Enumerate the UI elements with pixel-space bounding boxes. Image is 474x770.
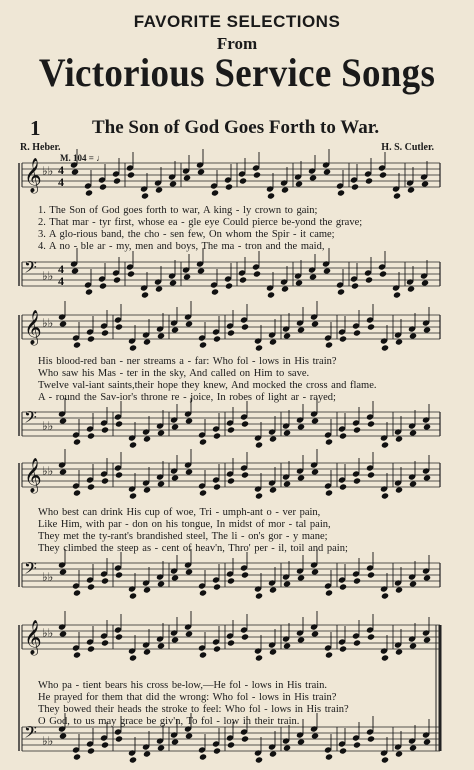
note-head <box>367 420 375 427</box>
note-head <box>409 332 417 339</box>
note-head <box>85 189 93 196</box>
lyric-line: They bowed their heads the stroke to feel: Who fol - lows in His train? <box>38 704 349 715</box>
note-head <box>143 486 151 493</box>
flat-icon: ♭♭ <box>42 419 54 433</box>
note-head <box>365 276 373 283</box>
bass-clef-icon: 𝄢 <box>24 407 37 431</box>
note-head <box>101 577 109 584</box>
note-head <box>129 756 137 763</box>
note-head <box>129 654 137 661</box>
note-head <box>255 592 263 599</box>
note-head <box>211 189 219 196</box>
note-head <box>393 291 401 298</box>
note-head <box>297 636 305 643</box>
note-head <box>211 288 219 295</box>
note-head <box>323 267 331 274</box>
treble-clef-icon: 𝄞 <box>24 620 42 655</box>
note-head <box>241 633 249 640</box>
note-head <box>311 417 319 424</box>
note-head <box>71 168 79 175</box>
note-head <box>269 586 277 593</box>
note-head <box>213 645 221 652</box>
note-head <box>115 571 123 578</box>
note-head <box>253 270 261 277</box>
note-head <box>87 747 95 754</box>
note-head <box>407 285 415 292</box>
treble-clef-icon: 𝄞 <box>24 458 42 493</box>
note-head <box>143 586 151 593</box>
lyrics-system-4 <box>38 680 438 728</box>
note-head <box>325 589 333 596</box>
note-head <box>199 651 207 658</box>
note-head <box>59 568 67 575</box>
note-head <box>87 583 95 590</box>
note-head <box>367 571 375 578</box>
note-head <box>73 341 81 348</box>
note-head <box>143 750 151 757</box>
note-head <box>199 438 207 445</box>
time-signature: 4 <box>58 163 64 177</box>
note-head <box>337 189 345 196</box>
note-head <box>101 329 109 336</box>
note-head <box>367 323 375 330</box>
note-head <box>227 741 235 748</box>
note-head <box>115 735 123 742</box>
note-head <box>239 177 247 184</box>
flat-icon: ♭♭ <box>42 269 54 283</box>
note-head <box>143 648 151 655</box>
note-head <box>297 326 305 333</box>
note-head <box>227 477 235 484</box>
treble-clef-icon: 𝄞 <box>24 158 42 193</box>
note-head <box>325 651 333 658</box>
note-head <box>171 423 179 430</box>
note-head <box>99 183 107 190</box>
note-head <box>171 574 179 581</box>
flat-icon: ♭♭ <box>42 626 54 640</box>
note-head <box>283 580 291 587</box>
note-head <box>297 423 305 430</box>
note-head <box>311 630 319 637</box>
note-head <box>267 192 275 199</box>
note-head <box>227 577 235 584</box>
note-head <box>129 492 137 499</box>
note-head <box>423 474 431 481</box>
note-head <box>311 468 319 475</box>
note-head <box>311 568 319 575</box>
lyric-line: 4. A no - ble ar - my, men and boys, The ma - tron and the maid, <box>38 241 325 252</box>
note-head <box>101 426 109 433</box>
note-head <box>99 282 107 289</box>
lyric-line: Who best can drink His cup of woe, Tri - umph-ant o - ver pain, <box>38 507 321 518</box>
note-head <box>73 753 81 760</box>
note-head <box>157 744 165 751</box>
note-head <box>255 492 263 499</box>
note-head <box>409 744 417 751</box>
note-head <box>227 426 235 433</box>
note-head <box>227 639 235 646</box>
note-head <box>407 186 415 193</box>
note-head <box>381 756 389 763</box>
note-head <box>423 326 431 333</box>
lyrics-system-3 <box>38 507 438 555</box>
lyric-line: They climbed the steep as - cent of heav'n, Thro' per - il, toil and pain; <box>38 543 348 554</box>
note-head <box>351 183 359 190</box>
tempo-marking: M. 104 = ♩ <box>60 153 106 163</box>
note-head <box>295 279 303 286</box>
time-signature: 4 <box>58 274 64 288</box>
note-head <box>351 282 359 289</box>
note-head <box>421 180 429 187</box>
note-head <box>283 429 291 436</box>
bass-clef-icon: 𝄢 <box>24 722 37 746</box>
lyric-line: 1. The Son of God goes forth to war, A king - ly crown to gain; <box>38 205 318 216</box>
note-head <box>199 589 207 596</box>
note-head <box>269 648 277 655</box>
note-head <box>73 589 81 596</box>
book-title: Victorious Service Songs <box>38 50 436 96</box>
note-head <box>141 192 149 199</box>
note-head <box>337 288 345 295</box>
note-head <box>87 432 95 439</box>
note-head <box>309 273 317 280</box>
note-head <box>283 332 291 339</box>
note-head <box>199 753 207 760</box>
note-head <box>185 417 193 424</box>
from-label: From <box>216 34 258 53</box>
note-head <box>339 747 347 754</box>
note-head <box>225 282 233 289</box>
time-signature: 4 <box>58 262 64 276</box>
note-head <box>129 344 137 351</box>
note-head <box>409 580 417 587</box>
note-head <box>311 732 319 739</box>
time-signature: 4 <box>58 175 64 189</box>
flat-icon: ♭♭ <box>42 570 54 584</box>
note-head <box>213 483 221 490</box>
note-head <box>267 291 275 298</box>
note-head <box>73 489 81 496</box>
note-head <box>127 270 135 277</box>
note-head <box>269 750 277 757</box>
note-head <box>143 435 151 442</box>
note-head <box>185 568 193 575</box>
bass-clef-icon: 𝄢 <box>24 257 37 281</box>
note-head <box>59 320 67 327</box>
note-head <box>101 741 109 748</box>
note-head <box>255 756 263 763</box>
note-head <box>395 586 403 593</box>
hymn-number: 1 <box>30 116 41 140</box>
note-head <box>381 654 389 661</box>
note-head <box>213 335 221 342</box>
note-head <box>73 651 81 658</box>
note-head <box>323 168 331 175</box>
note-head <box>101 477 109 484</box>
note-head <box>171 636 179 643</box>
note-head <box>421 279 429 286</box>
note-head <box>339 335 347 342</box>
note-head <box>395 435 403 442</box>
note-head <box>155 186 163 193</box>
note-head <box>241 571 249 578</box>
note-head <box>325 341 333 348</box>
note-head <box>197 267 205 274</box>
note-head <box>129 441 137 448</box>
note-head <box>269 486 277 493</box>
collection-heading: FAVORITE SELECTIONS <box>133 12 341 31</box>
note-head <box>59 630 67 637</box>
note-head <box>113 276 121 283</box>
note-head <box>129 592 137 599</box>
flat-icon: ♭♭ <box>42 316 54 330</box>
note-head <box>365 177 373 184</box>
note-head <box>213 432 221 439</box>
bass-clef-icon: 𝄢 <box>24 558 37 582</box>
lyric-line: His blood-red ban - ner streams a - far: Who fol - lows in His train? <box>38 356 337 367</box>
note-head <box>171 326 179 333</box>
note-head <box>367 735 375 742</box>
note-head <box>171 738 179 745</box>
lyric-line: Who saw his Mas - ter in the sky, And called on Him to save. <box>38 368 310 379</box>
note-head <box>169 279 177 286</box>
note-head <box>197 168 205 175</box>
note-head <box>353 741 361 748</box>
note-head <box>281 285 289 292</box>
note-head <box>325 438 333 445</box>
note-head <box>199 489 207 496</box>
note-head <box>87 483 95 490</box>
note-head <box>157 580 165 587</box>
note-head <box>395 486 403 493</box>
note-head <box>283 642 291 649</box>
note-head <box>353 577 361 584</box>
note-head <box>185 630 193 637</box>
note-head <box>353 639 361 646</box>
lyric-line: A - round the Sav-ior's throne re - joice, In robes of light ar - rayed; <box>38 392 336 403</box>
lyrics-system-1 <box>38 205 438 253</box>
hymn-author: R. Heber. <box>20 142 61 153</box>
note-head <box>379 270 387 277</box>
note-head <box>423 423 431 430</box>
note-head <box>71 267 79 274</box>
note-head <box>253 171 261 178</box>
note-head <box>143 338 151 345</box>
note-head <box>269 435 277 442</box>
note-head <box>311 320 319 327</box>
note-head <box>127 171 135 178</box>
flat-icon: ♭♭ <box>42 464 54 478</box>
note-head <box>255 441 263 448</box>
note-head <box>353 477 361 484</box>
note-head <box>85 288 93 295</box>
note-head <box>59 417 67 424</box>
note-head <box>241 735 249 742</box>
note-head <box>325 489 333 496</box>
hymn-title: The Son of God Goes Forth to War. <box>92 117 380 138</box>
note-head <box>381 441 389 448</box>
note-head <box>353 329 361 336</box>
note-head <box>379 171 387 178</box>
note-head <box>297 574 305 581</box>
note-head <box>297 474 305 481</box>
flat-icon: ♭♭ <box>42 734 54 748</box>
note-head <box>255 344 263 351</box>
note-head <box>113 177 121 184</box>
note-head <box>325 753 333 760</box>
note-head <box>199 341 207 348</box>
note-head <box>157 332 165 339</box>
note-head <box>155 285 163 292</box>
lyric-line: Like Him, with par - don on his tongue, In midst of mor - tal pain, <box>38 519 331 530</box>
note-head <box>157 429 165 436</box>
note-head <box>185 320 193 327</box>
note-head <box>339 432 347 439</box>
note-head <box>213 747 221 754</box>
note-head <box>101 639 109 646</box>
note-head <box>241 323 249 330</box>
note-head <box>395 750 403 757</box>
note-head <box>183 273 191 280</box>
note-head <box>255 654 263 661</box>
lyric-line: Who pa - tient bears his cross be-low,—He fol - lows in His train. <box>38 680 328 691</box>
note-head <box>239 276 247 283</box>
note-head <box>115 471 123 478</box>
note-head <box>309 174 317 181</box>
note-head <box>213 583 221 590</box>
note-head <box>185 468 193 475</box>
note-head <box>183 174 191 181</box>
hymn-composer: H. S. Cutler. <box>381 142 434 153</box>
note-head <box>367 471 375 478</box>
note-head <box>169 180 177 187</box>
lyric-line: 3. A glo-rious band, the cho - sen few, On whom the Spir - it came; <box>38 229 335 240</box>
note-head <box>73 438 81 445</box>
note-head <box>423 574 431 581</box>
note-head <box>115 323 123 330</box>
note-head <box>423 636 431 643</box>
note-head <box>241 420 249 427</box>
note-head <box>171 474 179 481</box>
note-head <box>283 744 291 751</box>
note-head <box>367 633 375 640</box>
note-head <box>185 732 193 739</box>
note-head <box>395 648 403 655</box>
note-head <box>381 492 389 499</box>
lyric-line: He prayed for them that did the wrong: Who fol - lows in His train? <box>38 692 337 703</box>
note-head <box>339 645 347 652</box>
note-head <box>87 645 95 652</box>
note-head <box>409 642 417 649</box>
note-head <box>409 480 417 487</box>
note-head <box>423 738 431 745</box>
note-head <box>281 186 289 193</box>
note-head <box>59 732 67 739</box>
note-head <box>353 426 361 433</box>
note-head <box>381 592 389 599</box>
note-head <box>297 738 305 745</box>
lyric-line: O God, to us may grace be giv'n, To fol - low in their train. <box>38 716 300 727</box>
note-head <box>381 344 389 351</box>
note-head <box>393 192 401 199</box>
note-head <box>59 468 67 475</box>
note-head <box>157 642 165 649</box>
note-head <box>241 471 249 478</box>
note-head <box>225 183 233 190</box>
note-head <box>141 291 149 298</box>
note-head <box>157 480 165 487</box>
flat-icon: ♭♭ <box>42 164 54 178</box>
lyrics-system-2 <box>38 356 438 404</box>
treble-clef-icon: 𝄞 <box>24 310 42 345</box>
note-head <box>339 583 347 590</box>
note-head <box>227 329 235 336</box>
note-head <box>115 633 123 640</box>
note-head <box>269 338 277 345</box>
lyric-line: 2. That mar - tyr first, whose ea - gle eye Could pierce be-yond the grave; <box>38 217 363 228</box>
note-head <box>395 338 403 345</box>
lyric-line: Twelve val-iant saints,their hope they knew, And mocked the cross and flame. <box>38 380 377 391</box>
note-head <box>115 420 123 427</box>
note-head <box>409 429 417 436</box>
note-head <box>295 180 303 187</box>
lyric-line: They met the ty-rant's brandished steel, The li - on's gor - y mane; <box>38 531 328 542</box>
note-head <box>87 335 95 342</box>
note-head <box>339 483 347 490</box>
note-head <box>283 480 291 487</box>
